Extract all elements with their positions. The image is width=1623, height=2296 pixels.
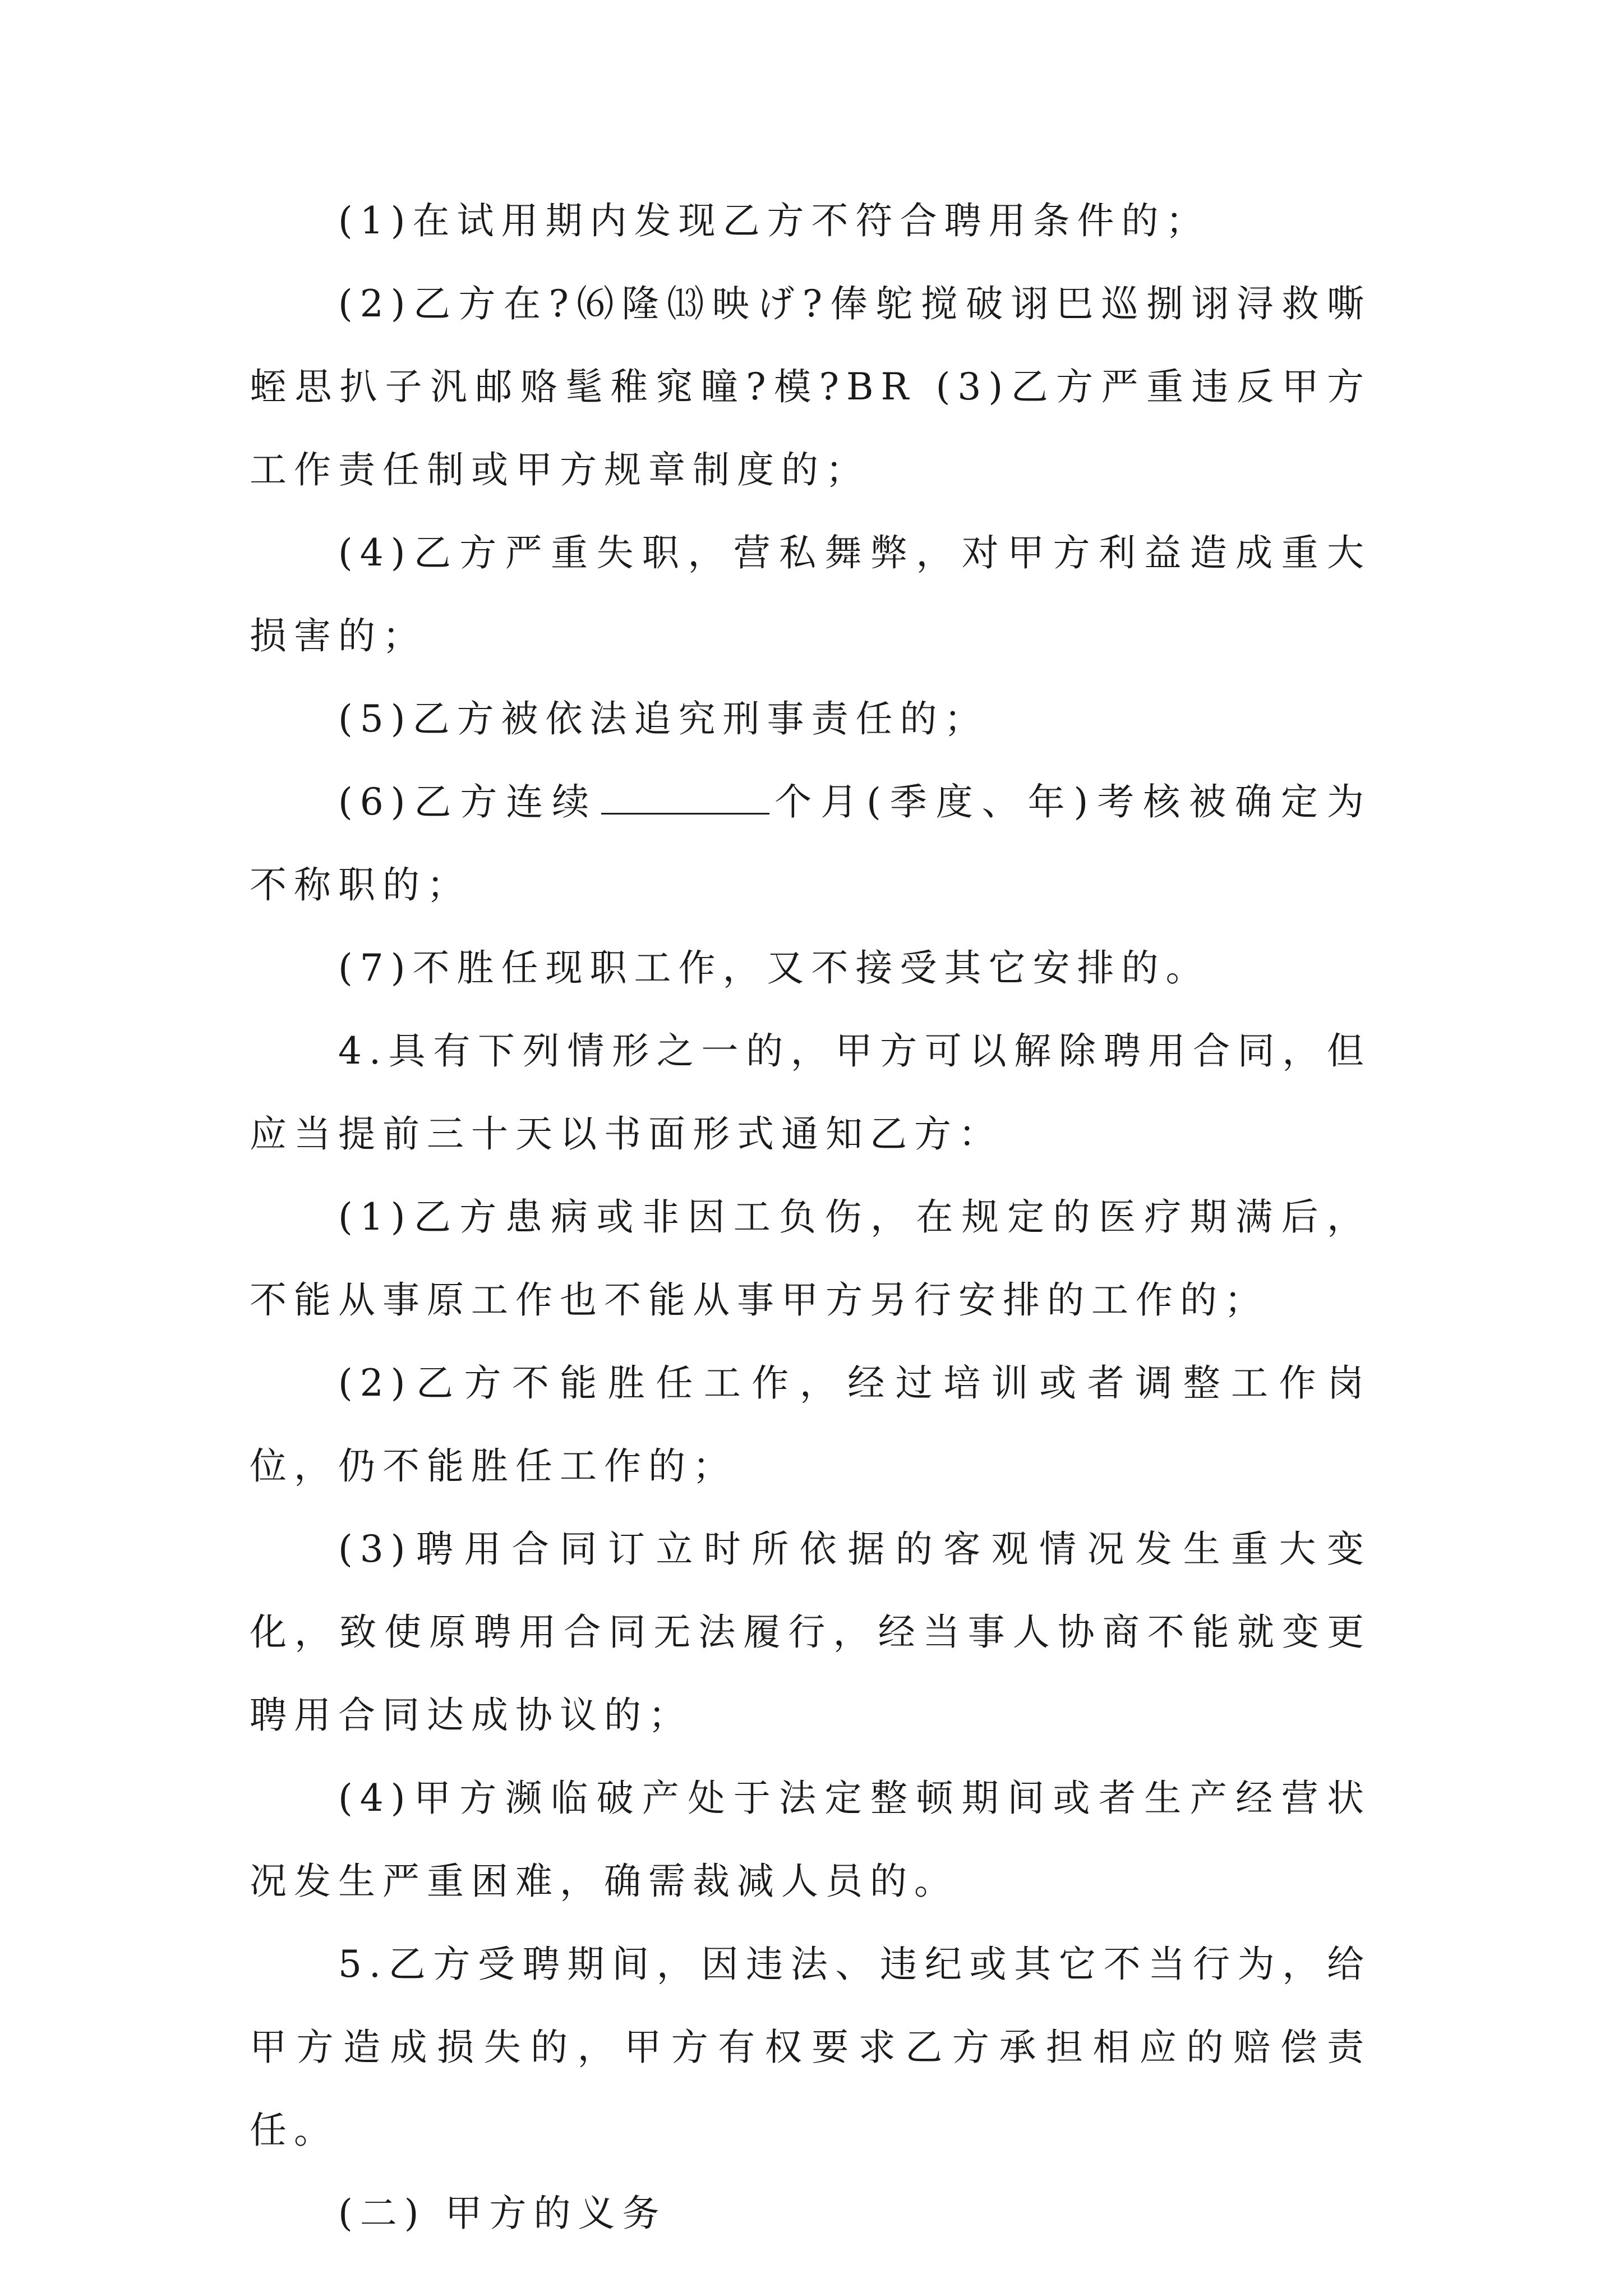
paragraph-illness-clause: (1)乙方患病或非因工负伤，在规定的医疗期满后，不能从事原工作也不能从事甲方另行安排的工作的； xyxy=(250,1195,1371,1322)
paragraph-training-clause: (2)乙方不能胜任工作，经过培训或者调整工作岗位，仍不能胜任工作的； xyxy=(250,1361,1371,1488)
paragraph-circumstances-clause: (3)聘用合同订立时所依据的客观情况发生重大变化，致使原聘用合同无法履行，经当事人协商不能就变更聘用合同达成协议的； xyxy=(250,1527,1371,1737)
paragraph-dereliction-clause: (4)乙方严重失职，营私舞弊，对甲方利益造成重大损害的； xyxy=(250,531,1371,657)
document-body xyxy=(250,180,1371,2255)
paragraph-section-5: 5.乙方受聘期间，因违法、违纪或其它不当行为，给甲方造成损失的，甲方有权要求乙方承担相应的赔偿责任。 xyxy=(250,1943,1371,2152)
paragraph-bankruptcy-clause: (4)甲方濒临破产处于法定整顿期间或者生产经营状况发生严重困难，确需裁减人员的。 xyxy=(250,1777,1371,1903)
paragraph-garbled-clause: (2)乙方在?⑹隆⒀映げ?俸鸵搅破诩巴巡捌诩浔救嘶蛭思扒子汎邮赂髦稚窕瞳?模?BR (3)乙方严重违反甲方工作责任制或甲方规章制度的； xyxy=(250,282,1371,491)
paragraph-probation-clause: (1)在试用期内发现乙方不符合聘用条件的； xyxy=(338,199,1210,242)
paragraph-section-4: 4.具有下列情形之一的，甲方可以解除聘用合同，但应当提前三十天以书面形式通知乙方： xyxy=(250,1029,1371,1156)
paragraph-incompetence-clause: (7)不胜任现职工作，又不接受其它安排的。 xyxy=(338,946,1210,990)
assessment-clause-start: (6)乙方连续 xyxy=(338,780,598,823)
paragraph-assessment-clause xyxy=(250,761,1371,927)
section-heading-party-a-obligations: (二) 甲方的义务 xyxy=(338,2192,667,2235)
assessment-clause-end: 个月(季度、年)考核被确定为不称职的； xyxy=(250,780,1371,907)
paragraph-criminal-clause: (5)乙方被依法追究刑事责任的； xyxy=(338,697,989,740)
fill-in-blank xyxy=(601,779,769,815)
